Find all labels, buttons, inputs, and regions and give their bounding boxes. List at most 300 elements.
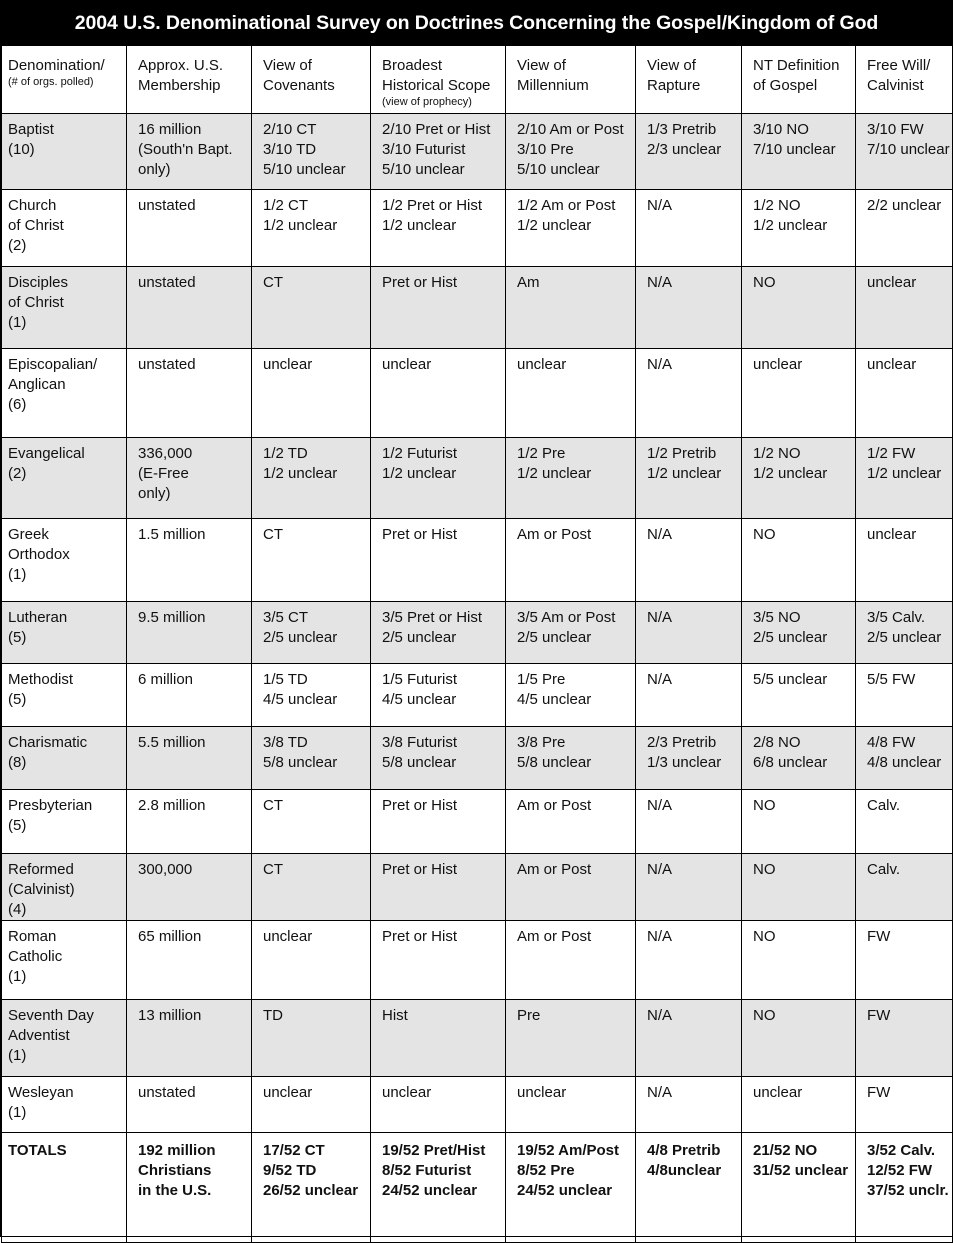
header-line: Calvinist [867,77,924,94]
cell-line: NO [753,1007,776,1024]
cell-line: Roman [8,928,57,945]
total-historical-scope [371,1133,506,1243]
cell-gospel-definition [742,921,856,1000]
cell-line: Church [8,197,57,214]
page-title: 2004 U.S. Denominational Survey on Doctrines Concerning the Gospel/Kingdom of God [1,1,952,45]
cell-free-will [856,190,953,267]
cell-historical-scope [371,267,506,349]
cell-line: 1/2 unclear [382,217,457,234]
cell-line: Calv. [867,797,901,814]
header-line: Free Will/ [867,57,931,74]
total-rapture [636,1133,742,1243]
cell-millennium [506,602,636,664]
header-line: Approx. U.S. [138,57,224,74]
cell-line: unclear [263,928,313,945]
cell-line: 1/5 TD [263,671,308,688]
cell-covenants [252,1000,371,1077]
cell-line: 3/5 CT [263,609,309,626]
cell-line: 5/8 unclear [517,754,592,771]
cell-rapture [636,1000,742,1077]
cell-line: NO [753,928,776,945]
cell-line: 2/10 Pret or Hist [382,121,491,138]
cell-line: (6) [8,396,27,413]
cell-line: TOTALS [8,1142,67,1159]
cell-free-will [856,438,953,519]
cell-line: N/A [647,526,673,543]
cell-line: 2/8 NO [753,734,801,751]
column-header-membership [127,46,252,114]
cell-line: FW [867,1084,891,1101]
cell-denomination [2,349,127,438]
cell-line: Am or Post [517,928,592,945]
cell-line: Methodist [8,671,74,688]
cell-line: in the U.S. [138,1182,212,1199]
cell-membership [127,854,252,921]
cell-rapture [636,349,742,438]
cell-line: (1) [8,566,27,583]
cell-line: 300,000 [138,861,193,878]
cell-line: Baptist [8,121,54,138]
header-line: (# of orgs. polled) [8,76,94,88]
cell-line: unclear [382,1084,432,1101]
cell-rapture [636,602,742,664]
cell-line: 3/8 TD [263,734,308,751]
cell-line: 5/10 unclear [517,161,600,178]
cell-line: 1/2 FW [867,445,916,462]
cell-line: (8) [8,754,27,771]
cell-line: 3/5 NO [753,609,801,626]
cell-historical-scope [371,727,506,790]
cell-membership [127,267,252,349]
cell-covenants [252,854,371,921]
cell-line: unclear [753,1084,803,1101]
cell-line: Pret or Hist [382,526,458,543]
cell-line: 1/2 NO [753,445,801,462]
cell-line: 4/8 Pretrib [647,1142,721,1159]
cell-line: 4/8unclear [647,1162,722,1179]
header-line: Denomination/ [8,57,105,74]
header-line: Millennium [517,77,589,94]
cell-line: (5) [8,629,27,646]
cell-line: 1/2 unclear [517,465,592,482]
cell-covenants [252,519,371,602]
cell-line: 336,000 [138,445,193,462]
cell-line: (1) [8,314,27,331]
cell-line: 3/10 TD [263,141,317,158]
cell-line: (4) [8,901,27,918]
cell-millennium [506,921,636,1000]
header-line: of Gospel [753,77,818,94]
cell-membership [127,921,252,1000]
cell-line: 4/5 unclear [263,691,338,708]
cell-line: 4/5 unclear [517,691,592,708]
cell-denomination [2,727,127,790]
cell-gospel-definition [742,438,856,519]
cell-line: (2) [8,237,27,254]
cell-historical-scope [371,854,506,921]
cell-millennium [506,727,636,790]
cell-covenants [252,267,371,349]
header-line: Rapture [647,77,701,94]
cell-line: (5) [8,817,27,834]
total-membership [127,1133,252,1243]
cell-historical-scope [371,1077,506,1133]
cell-millennium [506,267,636,349]
cell-line: 192 million [138,1142,216,1159]
cell-line: 5/5 unclear [753,671,828,688]
cell-line: Pre [517,1007,541,1024]
cell-millennium [506,1000,636,1077]
cell-membership [127,519,252,602]
cell-line: 1/2 Futurist [382,445,458,462]
cell-rapture [636,438,742,519]
cell-free-will [856,519,953,602]
header-line: Covenants [263,77,335,94]
cell-rapture [636,267,742,349]
cell-line: 1/2 unclear [517,217,592,234]
cell-line: 9.5 million [138,609,206,626]
table-row [2,267,953,349]
cell-line: NO [753,274,776,291]
cell-membership [127,190,252,267]
cell-line: Greek [8,526,49,543]
cell-line: N/A [647,356,673,373]
cell-covenants [252,790,371,854]
cell-line: 2/10 Am or Post [517,121,624,138]
cell-line: 1/2 NO [753,197,801,214]
cell-line: 16 million [138,121,202,138]
table-row [2,854,953,921]
cell-line: 1/2 Pretrib [647,445,717,462]
cell-line: 3/10 Futurist [382,141,466,158]
cell-line: (E-Free [138,465,189,482]
cell-line: 5.5 million [138,734,206,751]
column-header-free-will [856,46,953,114]
cell-line: FW [867,1007,891,1024]
cell-line: 2/5 unclear [517,629,592,646]
cell-line: 5/10 unclear [263,161,346,178]
cell-line: 4/8 FW [867,734,916,751]
cell-line: unstated [138,274,196,291]
cell-free-will [856,1000,953,1077]
cell-line: Evangelical [8,445,85,462]
cell-millennium [506,438,636,519]
table-row [2,727,953,790]
cell-line: unclear [263,1084,313,1101]
cell-gospel-definition [742,602,856,664]
cell-free-will [856,114,953,190]
cell-line: 2/5 unclear [867,629,942,646]
cell-line: (2) [8,465,27,482]
total-covenants [252,1133,371,1243]
cell-line: (10) [8,141,35,158]
column-header-rapture [636,46,742,114]
cell-free-will [856,1077,953,1133]
table-row [2,1077,953,1133]
cell-line: CT [263,274,283,291]
cell-gospel-definition [742,854,856,921]
cell-line: 13 million [138,1007,202,1024]
column-header-gospel-definition [742,46,856,114]
cell-gospel-definition [742,664,856,727]
column-header-covenants [252,46,371,114]
cell-denomination [2,190,127,267]
cell-line: 4/8 unclear [867,754,942,771]
cell-line: unstated [138,197,196,214]
cell-line: TD [263,1007,283,1024]
cell-line: 1/2 unclear [382,465,457,482]
cell-denomination [2,602,127,664]
cell-free-will [856,267,953,349]
header-line: (view of prophecy) [382,96,472,108]
cell-line: 1/5 Pre [517,671,566,688]
cell-membership [127,114,252,190]
cell-line: Am [517,274,540,291]
cell-free-will [856,921,953,1000]
cell-line: 8/52 Futurist [382,1162,472,1179]
cell-membership [127,1077,252,1133]
cell-gospel-definition [742,790,856,854]
table-row [2,664,953,727]
cell-line: Am or Post [517,526,592,543]
cell-line: (1) [8,968,27,985]
cell-line: 1/5 Futurist [382,671,458,688]
totals-row [2,1133,953,1243]
cell-line: 2.8 million [138,797,206,814]
cell-line: 5/8 unclear [263,754,338,771]
cell-line: unclear [517,1084,567,1101]
cell-millennium [506,790,636,854]
cell-line: 31/52 unclear [753,1162,849,1179]
cell-line: N/A [647,928,673,945]
cell-free-will [856,602,953,664]
column-header-historical-scope [371,46,506,114]
cell-line: CT [263,797,283,814]
cell-line: 3/52 Calv. [867,1142,936,1159]
table-row [2,921,953,1000]
cell-line: 3/10 Pre [517,141,574,158]
cell-line: 7/10 unclear [867,141,950,158]
cell-line: 24/52 unclear [517,1182,613,1199]
cell-gospel-definition [742,267,856,349]
cell-line: 19/52 Am/Post [517,1142,619,1159]
cell-membership [127,727,252,790]
cell-line: 2/2 unclear [867,197,942,214]
cell-line: 1/2 Am or Post [517,197,616,214]
cell-line: (1) [8,1047,27,1064]
cell-denomination [2,1000,127,1077]
cell-line: 2/5 unclear [263,629,338,646]
cell-line: N/A [647,197,673,214]
cell-line: Hist [382,1007,408,1024]
cell-line: unclear [263,356,313,373]
cell-historical-scope [371,790,506,854]
cell-line: 3/10 NO [753,121,809,138]
cell-line: 6 million [138,671,194,688]
cell-line: (Calvinist) [8,881,75,898]
cell-line: 7/10 unclear [753,141,836,158]
cell-millennium [506,190,636,267]
cell-line: 2/3 unclear [647,141,722,158]
cell-line: Pret or Hist [382,274,458,291]
cell-line: 17/52 CT [263,1142,325,1159]
cell-line: unclear [867,274,917,291]
cell-line: 2/3 Pretrib [647,734,717,751]
cell-historical-scope [371,921,506,1000]
cell-line: 1/2 CT [263,197,309,214]
cell-line: 1/3 Pretrib [647,121,717,138]
cell-membership [127,438,252,519]
cell-line: 1/2 unclear [263,465,338,482]
cell-line: Orthodox [8,546,70,563]
cell-line: unclear [867,526,917,543]
cell-free-will [856,790,953,854]
cell-historical-scope [371,664,506,727]
cell-line: 1/2 unclear [753,465,828,482]
cell-denomination [2,438,127,519]
cell-line: Am or Post [517,797,592,814]
header-line: Historical Scope [382,77,491,94]
cell-line: CT [263,861,283,878]
cell-gospel-definition [742,727,856,790]
cell-covenants [252,664,371,727]
total-denomination [2,1133,127,1243]
cell-millennium [506,854,636,921]
cell-line: 5/5 FW [867,671,916,688]
cell-line: 21/52 NO [753,1142,818,1159]
cell-membership [127,664,252,727]
cell-line: N/A [647,1007,673,1024]
cell-line: 3/8 Futurist [382,734,458,751]
cell-line: NO [753,526,776,543]
cell-gospel-definition [742,1000,856,1077]
cell-millennium [506,519,636,602]
cell-covenants [252,602,371,664]
cell-line: 3/5 Calv. [867,609,926,626]
cell-covenants [252,349,371,438]
cell-line: unstated [138,1084,196,1101]
cell-millennium [506,349,636,438]
cell-line: Disciples [8,274,69,291]
cell-line: 6/8 unclear [753,754,828,771]
cell-historical-scope [371,1000,506,1077]
cell-line: Pret or Hist [382,928,458,945]
cell-line: 37/52 unclr. [867,1182,949,1199]
cell-free-will [856,854,953,921]
cell-line: 1/2 unclear [647,465,722,482]
cell-line: unclear [517,356,567,373]
cell-line: 1/2 Pret or Hist [382,197,483,214]
cell-rapture [636,114,742,190]
cell-line: unclear [867,356,917,373]
cell-line: Am or Post [517,861,592,878]
cell-historical-scope [371,602,506,664]
header-line: View of [263,57,312,74]
cell-line: 8/52 Pre [517,1162,575,1179]
cell-line: of Christ [8,294,64,311]
cell-line: 1/3 unclear [647,754,722,771]
cell-line: 2/5 unclear [753,629,828,646]
cell-line: 1/2 unclear [753,217,828,234]
cell-millennium [506,664,636,727]
cell-line: Christians [138,1162,212,1179]
header-line: View of [647,57,696,74]
cell-denomination [2,519,127,602]
header-line: NT Definition [753,57,840,74]
cell-millennium [506,1077,636,1133]
cell-line: N/A [647,671,673,688]
cell-line: Episcopalian/ [8,356,98,373]
table-row [2,790,953,854]
header-row [2,46,953,114]
cell-line: 2/10 CT [263,121,317,138]
cell-line: of Christ [8,217,64,234]
table-row [2,438,953,519]
cell-historical-scope [371,114,506,190]
cell-line: CT [263,526,283,543]
cell-line: Pret or Hist [382,797,458,814]
cell-covenants [252,1077,371,1133]
cell-line: Presbyterian [8,797,93,814]
cell-millennium [506,114,636,190]
cell-line: 1.5 million [138,526,206,543]
cell-membership [127,349,252,438]
cell-line: NO [753,861,776,878]
cell-line: only) [138,485,171,502]
cell-gospel-definition [742,114,856,190]
cell-denomination [2,854,127,921]
cell-line: 3/5 Pret or Hist [382,609,483,626]
cell-denomination [2,921,127,1000]
cell-line: unstated [138,356,196,373]
table-row [2,519,953,602]
cell-line: 19/52 Pret/Hist [382,1142,486,1159]
cell-membership [127,790,252,854]
cell-line: N/A [647,797,673,814]
total-millennium [506,1133,636,1243]
cell-rapture [636,664,742,727]
cell-membership [127,1000,252,1077]
cell-line: 9/52 TD [263,1162,317,1179]
cell-line: FW [867,928,891,945]
column-header-millennium [506,46,636,114]
table-row [2,1000,953,1077]
cell-historical-scope [371,438,506,519]
cell-denomination [2,1077,127,1133]
cell-line: Wesleyan [8,1084,74,1101]
cell-historical-scope [371,190,506,267]
cell-line: Reformed [8,861,74,878]
cell-line: Calv. [867,861,901,878]
cell-denomination [2,664,127,727]
cell-gospel-definition [742,1077,856,1133]
cell-line: 5/8 unclear [382,754,457,771]
cell-line: (South'n Bapt. [138,141,233,158]
cell-rapture [636,190,742,267]
cell-denomination [2,114,127,190]
cell-line: unclear [753,356,803,373]
cell-covenants [252,190,371,267]
total-gospel-definition [742,1133,856,1243]
cell-line: Charismatic [8,734,88,751]
cell-line: 1/2 Pre [517,445,566,462]
cell-line: Seventh Day [8,1007,94,1024]
cell-rapture [636,727,742,790]
cell-membership [127,602,252,664]
header-line: Broadest [382,57,443,74]
cell-line: N/A [647,1084,673,1101]
cell-line: Anglican [8,376,66,393]
